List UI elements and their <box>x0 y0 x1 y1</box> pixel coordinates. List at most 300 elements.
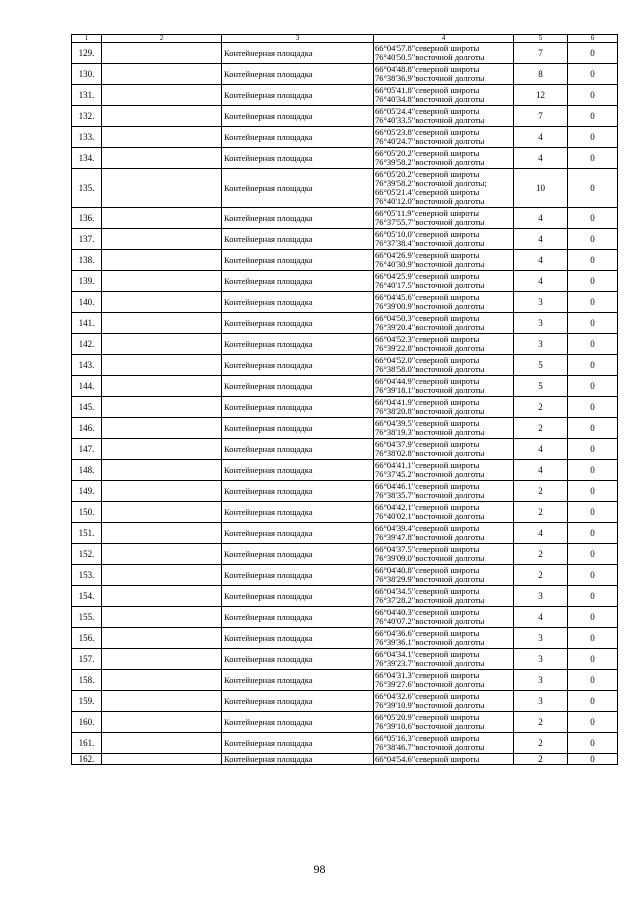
extra-count: 0 <box>568 502 618 523</box>
container-count: 4 <box>514 460 568 481</box>
container-count: 2 <box>514 418 568 439</box>
site-type: Контейнерная площадка <box>222 334 374 355</box>
extra-count: 0 <box>568 481 618 502</box>
owner-cell <box>102 229 222 250</box>
extra-count: 0 <box>568 292 618 313</box>
table-row <box>72 460 618 481</box>
site-type: Контейнерная площадка <box>222 733 374 754</box>
coordinates-cell <box>374 334 514 355</box>
coordinate-line: 66°04'57.8"северной широты <box>375 43 480 53</box>
coordinates-cell <box>374 691 514 712</box>
table-row <box>72 229 618 250</box>
table-row <box>72 313 618 334</box>
owner-cell <box>102 334 222 355</box>
site-type: Контейнерная площадка <box>222 691 374 712</box>
table-row <box>72 292 618 313</box>
row-number: 131. <box>72 85 102 106</box>
coordinate-line: 66°04'41.9"северной широты <box>375 397 480 407</box>
container-count: 3 <box>514 691 568 712</box>
site-type: Контейнерная площадка <box>222 439 374 460</box>
container-count: 2 <box>514 712 568 733</box>
row-number: 136. <box>72 208 102 229</box>
container-count: 3 <box>514 670 568 691</box>
coordinates-cell <box>374 712 514 733</box>
coordinate-line: 66°04'42.1"северной широты <box>375 502 480 512</box>
coordinate-line: 76°40'30.9"восточной долготы <box>375 259 485 269</box>
coordinate-line: 76°39'09.0"восточной долготы <box>375 553 485 563</box>
extra-count: 0 <box>568 418 618 439</box>
table-row <box>72 106 618 127</box>
extra-count: 0 <box>568 670 618 691</box>
extra-count: 0 <box>568 586 618 607</box>
site-type: Контейнерная площадка <box>222 649 374 670</box>
table-row <box>72 397 618 418</box>
site-type: Контейнерная площадка <box>222 85 374 106</box>
coordinate-line: 76°39'58.2"восточной долготы; <box>375 178 487 188</box>
extra-count: 0 <box>568 607 618 628</box>
table-row <box>72 691 618 712</box>
coordinate-line: 76°39'36.1"восточной долготы <box>375 637 485 647</box>
site-type: Контейнерная площадка <box>222 397 374 418</box>
extra-count: 0 <box>568 250 618 271</box>
container-count: 12 <box>514 85 568 106</box>
site-type: Контейнерная площадка <box>222 271 374 292</box>
site-type: Контейнерная площадка <box>222 169 374 208</box>
table-row <box>72 649 618 670</box>
coordinates-cell <box>374 397 514 418</box>
coordinate-line: 66°04'54.6"северной широты <box>375 753 480 764</box>
coordinate-line: 66°05'41.8"северной широты <box>375 85 480 95</box>
container-count: 3 <box>514 334 568 355</box>
owner-cell <box>102 292 222 313</box>
container-count: 4 <box>514 250 568 271</box>
coordinates-cell <box>374 418 514 439</box>
extra-count: 0 <box>568 649 618 670</box>
extra-count: 0 <box>568 439 618 460</box>
coordinate-line: 66°05'11.9"северной широты <box>375 208 479 218</box>
table-row <box>72 544 618 565</box>
coordinates-cell <box>374 565 514 586</box>
row-number: 134. <box>72 148 102 169</box>
owner-cell <box>102 43 222 64</box>
owner-cell <box>102 523 222 544</box>
owner-cell <box>102 106 222 127</box>
site-type: Контейнерная площадка <box>222 502 374 523</box>
coordinates-cell <box>374 313 514 334</box>
table-row <box>72 607 618 628</box>
row-number: 129. <box>72 43 102 64</box>
extra-count: 0 <box>568 376 618 397</box>
coordinate-line: 76°39'22.8"восточной долготы <box>375 343 485 353</box>
table-row <box>72 271 618 292</box>
owner-cell <box>102 169 222 208</box>
coordinates-cell <box>374 649 514 670</box>
owner-cell <box>102 628 222 649</box>
coordinate-line: 66°05'10.0"северной широты <box>375 229 480 239</box>
owner-cell <box>102 250 222 271</box>
row-number: 160. <box>72 712 102 733</box>
coordinate-line: 66°04'31.3"северной широты <box>375 670 480 680</box>
coordinate-line: 76°40'34.8"восточной долготы <box>375 94 485 104</box>
header-cell: 1 <box>72 35 102 43</box>
coordinate-line: 66°04'50.3"северной широты <box>375 313 480 323</box>
owner-cell <box>102 376 222 397</box>
site-type: Контейнерная площадка <box>222 127 374 148</box>
table-row <box>72 712 618 733</box>
site-type: Контейнерная площадка <box>222 670 374 691</box>
container-count: 3 <box>514 586 568 607</box>
row-number: 149. <box>72 481 102 502</box>
owner-cell <box>102 607 222 628</box>
coordinate-line: 66°04'45.6"северной широты <box>375 292 480 302</box>
table-row <box>72 334 618 355</box>
coordinate-line: 66°04'52.3"северной широты <box>375 334 480 344</box>
extra-count: 0 <box>568 208 618 229</box>
site-type: Контейнерная площадка <box>222 208 374 229</box>
coordinates-cell <box>374 733 514 754</box>
owner-cell <box>102 502 222 523</box>
table-row <box>72 208 618 229</box>
coordinate-line: 66°05'23.8"северной широты <box>375 127 480 137</box>
container-count: 2 <box>514 754 568 765</box>
site-type: Контейнерная площадка <box>222 607 374 628</box>
header-cell: 3 <box>222 35 374 43</box>
site-type: Контейнерная площадка <box>222 148 374 169</box>
row-number: 155. <box>72 607 102 628</box>
table-row <box>72 502 618 523</box>
container-count: 8 <box>514 64 568 85</box>
coordinate-line: 76°38'29.9"восточной долготы <box>375 574 485 584</box>
extra-count: 0 <box>568 43 618 64</box>
coordinates-cell <box>374 670 514 691</box>
coordinates-cell <box>374 106 514 127</box>
coordinate-line: 66°04'39.4"северной широты <box>375 523 480 533</box>
coordinate-line: 66°04'34.1"северной широты <box>375 649 480 659</box>
row-number: 157. <box>72 649 102 670</box>
coordinates-cell <box>374 64 514 85</box>
row-number: 132. <box>72 106 102 127</box>
owner-cell <box>102 148 222 169</box>
site-type: Контейнерная площадка <box>222 64 374 85</box>
table-row <box>72 418 618 439</box>
table-row <box>72 586 618 607</box>
table-row <box>72 628 618 649</box>
row-number: 147. <box>72 439 102 460</box>
site-type: Контейнерная площадка <box>222 106 374 127</box>
container-count: 5 <box>514 376 568 397</box>
owner-cell <box>102 460 222 481</box>
coordinates-cell <box>374 292 514 313</box>
extra-count: 0 <box>568 106 618 127</box>
extra-count: 0 <box>568 754 618 765</box>
coordinates-cell <box>374 439 514 460</box>
coordinate-line: 66°04'39.5"северной широты <box>375 418 480 428</box>
coordinate-line: 76°39'20.4"восточной долготы <box>375 322 485 332</box>
table-row <box>72 127 618 148</box>
row-number: 144. <box>72 376 102 397</box>
coordinate-line: 76°39'10.6"восточной долготы <box>375 721 485 731</box>
extra-count: 0 <box>568 712 618 733</box>
extra-count: 0 <box>568 460 618 481</box>
coordinate-line: 66°04'52.0"северной широты <box>375 355 480 365</box>
coordinate-line: 66°05'21.4"северной широты <box>375 187 480 197</box>
coordinate-line: 66°04'46.1"северной широты <box>375 481 480 491</box>
table-row <box>72 85 618 106</box>
extra-count: 0 <box>568 628 618 649</box>
header-cell: 5 <box>514 35 568 43</box>
site-type: Контейнерная площадка <box>222 355 374 376</box>
container-count: 2 <box>514 565 568 586</box>
coordinate-line: 76°40'33.5"восточной долготы <box>375 115 485 125</box>
site-type: Контейнерная площадка <box>222 43 374 64</box>
container-count: 2 <box>514 502 568 523</box>
site-type: Контейнерная площадка <box>222 229 374 250</box>
coordinates-cell <box>374 460 514 481</box>
coordinates-cell <box>374 586 514 607</box>
owner-cell <box>102 670 222 691</box>
coordinates-cell <box>374 481 514 502</box>
row-number: 153. <box>72 565 102 586</box>
coordinate-line: 76°37'45.2"восточной долготы <box>375 469 485 479</box>
container-count: 10 <box>514 169 568 208</box>
container-count: 3 <box>514 292 568 313</box>
extra-count: 0 <box>568 64 618 85</box>
coordinate-line: 76°39'10.9"восточной долготы <box>375 700 485 710</box>
container-count: 2 <box>514 397 568 418</box>
row-number: 150. <box>72 502 102 523</box>
table-row <box>72 754 618 765</box>
row-number: 142. <box>72 334 102 355</box>
container-count: 4 <box>514 127 568 148</box>
site-type: Контейнерная площадка <box>222 565 374 586</box>
coordinate-line: 66°04'36.6"северной широты <box>375 628 480 638</box>
table-row <box>72 64 618 85</box>
row-number: 161. <box>72 733 102 754</box>
extra-count: 0 <box>568 127 618 148</box>
coordinate-line: 76°38'20.8"восточной долготы <box>375 406 485 416</box>
owner-cell <box>102 85 222 106</box>
owner-cell <box>102 544 222 565</box>
table-row <box>72 733 618 754</box>
row-number: 156. <box>72 628 102 649</box>
coordinates-cell <box>374 754 514 765</box>
coordinate-line: 76°39'00.9"восточной долготы <box>375 301 485 311</box>
owner-cell <box>102 418 222 439</box>
coordinate-line: 76°40'17.5"восточной долготы <box>375 280 485 290</box>
owner-cell <box>102 691 222 712</box>
coordinate-line: 66°04'41.1"северной широты <box>375 460 480 470</box>
site-type: Контейнерная площадка <box>222 712 374 733</box>
coordinates-cell <box>374 544 514 565</box>
row-number: 146. <box>72 418 102 439</box>
coordinate-line: 76°39'18.1"восточной долготы <box>375 385 485 395</box>
site-type: Контейнерная площадка <box>222 481 374 502</box>
coordinate-line: 66°04'34.5"северной широты <box>375 586 480 596</box>
row-number: 137. <box>72 229 102 250</box>
site-type: Контейнерная площадка <box>222 754 374 765</box>
containers-table <box>71 34 618 765</box>
container-count: 4 <box>514 148 568 169</box>
owner-cell <box>102 355 222 376</box>
owner-cell <box>102 586 222 607</box>
coordinates-cell <box>374 127 514 148</box>
site-type: Контейнерная площадка <box>222 628 374 649</box>
coordinate-line: 76°38'36.9"восточной долготы <box>375 73 485 83</box>
site-type: Контейнерная площадка <box>222 418 374 439</box>
coordinate-line: 66°05'24.4"северной широты <box>375 106 480 116</box>
row-number: 154. <box>72 586 102 607</box>
owner-cell <box>102 127 222 148</box>
container-count: 4 <box>514 229 568 250</box>
coordinate-line: 66°05'16.3"северной широты <box>375 733 480 743</box>
coordinate-line: 66°04'48.8"северной широты <box>375 64 480 74</box>
extra-count: 0 <box>568 334 618 355</box>
table-row <box>72 565 618 586</box>
extra-count: 0 <box>568 691 618 712</box>
container-count: 3 <box>514 649 568 670</box>
table-row <box>72 148 618 169</box>
row-number: 141. <box>72 313 102 334</box>
table-row <box>72 250 618 271</box>
coordinates-cell <box>374 271 514 292</box>
container-count: 7 <box>514 43 568 64</box>
site-type: Контейнерная площадка <box>222 544 374 565</box>
extra-count: 0 <box>568 271 618 292</box>
owner-cell <box>102 481 222 502</box>
site-type: Контейнерная площадка <box>222 460 374 481</box>
row-number: 133. <box>72 127 102 148</box>
page-number: 98 <box>313 862 326 876</box>
extra-count: 0 <box>568 544 618 565</box>
coordinate-line: 76°39'58.2"восточной долготы <box>375 157 485 167</box>
site-type: Контейнерная площадка <box>222 523 374 544</box>
coordinate-line: 66°05'20.2"северной широты <box>375 169 480 179</box>
owner-cell <box>102 712 222 733</box>
coordinate-line: 76°40'24.7"восточной долготы <box>375 136 485 146</box>
row-number: 130. <box>72 64 102 85</box>
site-type: Контейнерная площадка <box>222 250 374 271</box>
table-row <box>72 43 618 64</box>
coordinate-line: 66°05'20.2"северной широты <box>375 148 480 158</box>
owner-cell <box>102 313 222 334</box>
owner-cell <box>102 439 222 460</box>
extra-count: 0 <box>568 313 618 334</box>
row-number: 143. <box>72 355 102 376</box>
owner-cell <box>102 733 222 754</box>
row-number: 135. <box>72 169 102 208</box>
coordinates-cell <box>374 628 514 649</box>
coordinates-cell <box>374 148 514 169</box>
coordinate-line: 76°39'23.7"восточной долготы <box>375 658 485 668</box>
extra-count: 0 <box>568 169 618 208</box>
coordinates-cell <box>374 523 514 544</box>
coordinate-line: 66°04'40.3"северной широты <box>375 607 480 617</box>
coordinate-line: 76°38'02.8"восточной долготы <box>375 448 485 458</box>
coordinate-line: 66°04'37.9"северной широты <box>375 439 480 449</box>
header-cell: 2 <box>102 35 222 43</box>
row-number: 151. <box>72 523 102 544</box>
container-count: 2 <box>514 544 568 565</box>
container-count: 2 <box>514 481 568 502</box>
row-number: 140. <box>72 292 102 313</box>
coordinate-line: 66°05'20.9"северной широты <box>375 712 480 722</box>
container-count: 3 <box>514 313 568 334</box>
row-number: 159. <box>72 691 102 712</box>
coordinates-cell <box>374 607 514 628</box>
row-number: 152. <box>72 544 102 565</box>
row-number: 145. <box>72 397 102 418</box>
coordinate-line: 66°04'32.6"северной широты <box>375 691 480 701</box>
site-type: Контейнерная площадка <box>222 376 374 397</box>
extra-count: 0 <box>568 85 618 106</box>
table-row <box>72 169 618 208</box>
owner-cell <box>102 565 222 586</box>
table-row <box>72 439 618 460</box>
extra-count: 0 <box>568 523 618 544</box>
coordinate-line: 76°37'55.7"восточной долготы <box>375 217 485 227</box>
site-type: Контейнерная площадка <box>222 292 374 313</box>
coordinates-cell <box>374 208 514 229</box>
coordinate-line: 76°40'50.5"восточной долготы <box>375 52 485 62</box>
coordinate-line: 76°39'47.8"восточной долготы <box>375 532 485 542</box>
extra-count: 0 <box>568 733 618 754</box>
extra-count: 0 <box>568 229 618 250</box>
row-number: 138. <box>72 250 102 271</box>
coordinate-line: 76°37'38.4"восточной долготы <box>375 238 485 248</box>
coordinate-line: 66°04'37.5"северной широты <box>375 544 480 554</box>
extra-count: 0 <box>568 148 618 169</box>
container-count: 4 <box>514 607 568 628</box>
coordinate-line: 76°40'07.2"восточной долготы <box>375 616 485 626</box>
coordinate-line: 66°04'40.8"северной широты <box>375 565 480 575</box>
table-row <box>72 523 618 544</box>
row-number: 162. <box>72 754 102 765</box>
container-count: 4 <box>514 208 568 229</box>
table-row <box>72 481 618 502</box>
owner-cell <box>102 64 222 85</box>
owner-cell <box>102 208 222 229</box>
owner-cell <box>102 649 222 670</box>
container-count: 3 <box>514 628 568 649</box>
header-row <box>72 35 618 43</box>
table-body <box>72 35 618 765</box>
coordinates-cell <box>374 502 514 523</box>
owner-cell <box>102 271 222 292</box>
coordinate-line: 76°38'19.3"восточной долготы <box>375 427 485 437</box>
row-number: 148. <box>72 460 102 481</box>
coordinates-cell <box>374 250 514 271</box>
site-type: Контейнерная площадка <box>222 313 374 334</box>
table-row <box>72 670 618 691</box>
extra-count: 0 <box>568 397 618 418</box>
container-count: 4 <box>514 523 568 544</box>
coordinates-cell <box>374 85 514 106</box>
coordinate-line: 66°04'26.9"северной широты <box>375 250 480 260</box>
container-count: 2 <box>514 733 568 754</box>
container-count: 4 <box>514 439 568 460</box>
table-row <box>72 355 618 376</box>
header-cell: 4 <box>374 35 514 43</box>
coordinate-line: 76°37'28.2"восточной долготы <box>375 595 485 605</box>
coordinates-cell <box>374 229 514 250</box>
owner-cell <box>102 754 222 765</box>
header-cell: 6 <box>568 35 618 43</box>
site-type: Контейнерная площадка <box>222 586 374 607</box>
row-number: 158. <box>72 670 102 691</box>
coordinates-cell <box>374 43 514 64</box>
coordinate-line: 66°04'44.9"северной широты <box>375 376 480 386</box>
coordinate-line: 76°38'46.7"восточной долготы <box>375 742 485 752</box>
